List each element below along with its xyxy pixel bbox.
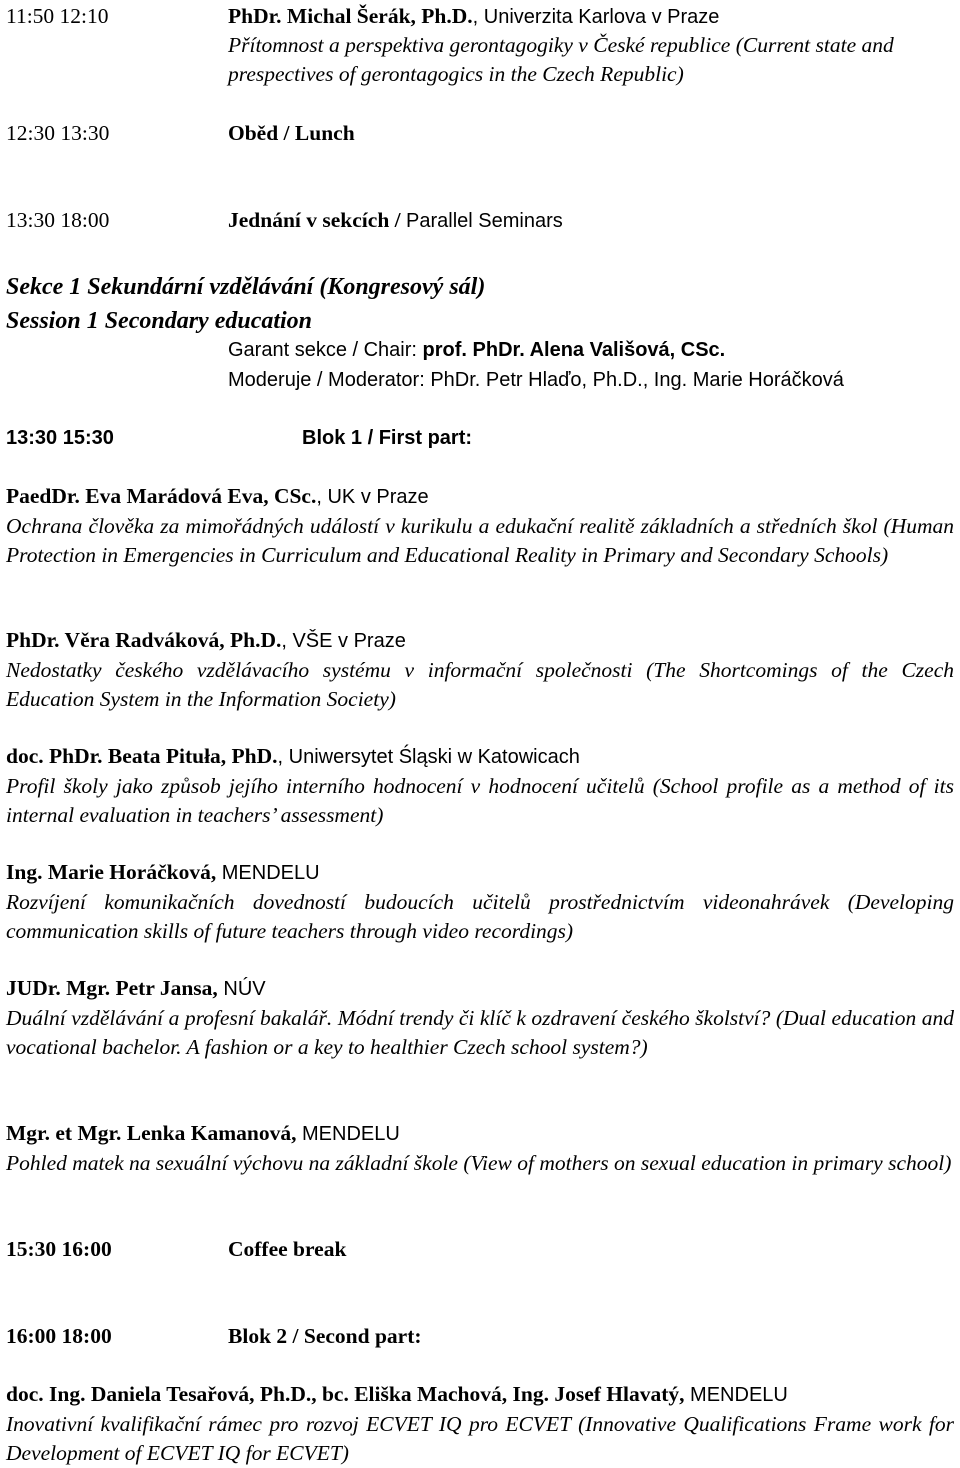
slot-content [228, 2, 960, 32]
speaker-affiliation: , UK v Praze [316, 486, 429, 508]
talk-title: Pohled matek na sexuální výchovu na základní škole (View of mothers on sexual education in primary school) [6, 1151, 952, 1175]
chair-label: Garant sekce / Chair: [228, 339, 423, 361]
speaker-affiliation: NÚV [217, 978, 266, 1000]
speaker-name: doc. PhDr. Beata Pituła, PhD. [6, 744, 278, 768]
talk-title: Duální vzdělávání a profesní bakalář. Módní trendy či klíč k ozdravení českého školství? (Dual education and vocational bachelor. A fashion or a key to healthier Czech school system?) [6, 1006, 954, 1059]
speaker-affiliation: , VŠE v Praze [281, 630, 406, 652]
talk-title: Ochrana člověka za mimořádných událostí v kurikulu a edukační realitě základních a středních škol (Human Protection in Emergencies in Curriculum and Educational Reality in Primary and Secondary Schools) [6, 514, 954, 567]
slot-label: Coffee break [228, 1237, 347, 1261]
block-label: Blok 2 / Second part: [228, 1324, 422, 1348]
talk-speaker-line [6, 858, 954, 888]
speaker-name: doc. Ing. Daniela Tesařová, Ph.D., bc. Eliška Machová, Ing. Josef Hlavatý, [6, 1382, 685, 1406]
block-label: Blok 1 / First part: [302, 427, 473, 449]
section-heading-cz: Sekce 1 Sekundární vzdělávání (Kongresový sál) [6, 274, 486, 300]
talk-title: Inovativní kvalifikační rámec pro rozvoj ECVET IQ pro ECVET (Innovative Qualifications Frame work for Development of ECVET IQ for ECVET) [6, 1412, 954, 1465]
slot-time: 13:30 18:00 [6, 208, 110, 232]
speaker-affiliation: MENDELU [216, 862, 320, 884]
talk-item [6, 1380, 954, 1468]
section-chair [228, 336, 960, 365]
section-moderator: Moderuje / Moderator: PhDr. Petr Hlaďo, Ph.D., Ing. Marie Horáčková [228, 369, 844, 391]
talk-speaker-line [6, 482, 954, 512]
speaker-name: PaedDr. Eva Marádová Eva, CSc. [6, 484, 317, 508]
slot-time: 11:50 12:10 [6, 4, 109, 28]
talk-speaker-line [6, 1380, 954, 1410]
speaker-name: PhDr. Věra Radváková, Ph.D. [6, 628, 282, 652]
talk-item [6, 626, 954, 714]
speaker-affiliation: MENDELU [684, 1384, 788, 1406]
speaker-affiliation: , Univerzita Karlova v Praze [472, 6, 720, 28]
talk-speaker-line [6, 742, 954, 772]
talk-title: Profil školy jako způsob jejího interního hodnocení v hodnocení učitelů (School profile as a method of its internal evaluation in teachers’ assessment) [6, 774, 954, 827]
talk-speaker-line [6, 974, 954, 1004]
slot-time: 12:30 13:30 [6, 121, 110, 145]
talk-item [6, 974, 954, 1062]
speaker-name: PhDr. Michal Šerák, Ph.D. [228, 4, 473, 28]
slot-label [228, 206, 960, 236]
talk-item [6, 1119, 954, 1178]
slot-label: Oběd / Lunch [228, 121, 355, 145]
block-time: 16:00 18:00 [6, 1324, 112, 1348]
talk-title: Přítomnost a perspektiva gerontagogiky v České republice (Current state and prespectives of gerontagogics in the Czech Republic) [228, 33, 894, 86]
speaker-affiliation: MENDELU [296, 1123, 400, 1145]
speaker-name: JUDr. Mgr. Petr Jansa, [6, 976, 218, 1000]
talk-item [6, 742, 954, 830]
speaker-name: Mgr. et Mgr. Lenka Kamanová, [6, 1121, 297, 1145]
talk-item [6, 482, 954, 570]
chair-name: prof. PhDr. Alena Vališová, CSc. [422, 339, 726, 361]
talk-speaker-line [6, 1119, 954, 1149]
slot-label-bold: Jednání v sekcích / [228, 208, 406, 232]
speaker-name: Ing. Marie Horáčková, [6, 860, 217, 884]
slot-time: 15:30 16:00 [6, 1237, 112, 1261]
section-heading-en: Session 1 Secondary education [6, 308, 313, 334]
talk-title: Nedostatky českého vzdělávacího systému v informační společnosti (The Shortcomings of the Czech Education System in the Information Society) [6, 658, 954, 711]
speaker-affiliation: , Uniwersytet Śląski w Katowicach [277, 746, 580, 768]
talk-title: Rozvíjení komunikačních dovedností budoucích učitelů prostřednictvím videonahrávek (Developing communication skills of future teachers through video recordings) [6, 890, 954, 943]
talk-speaker-line [6, 626, 954, 656]
talk-item [6, 858, 954, 946]
block-time: 13:30 15:30 [6, 427, 114, 449]
slot-label-sans: Parallel Seminars [406, 210, 563, 232]
